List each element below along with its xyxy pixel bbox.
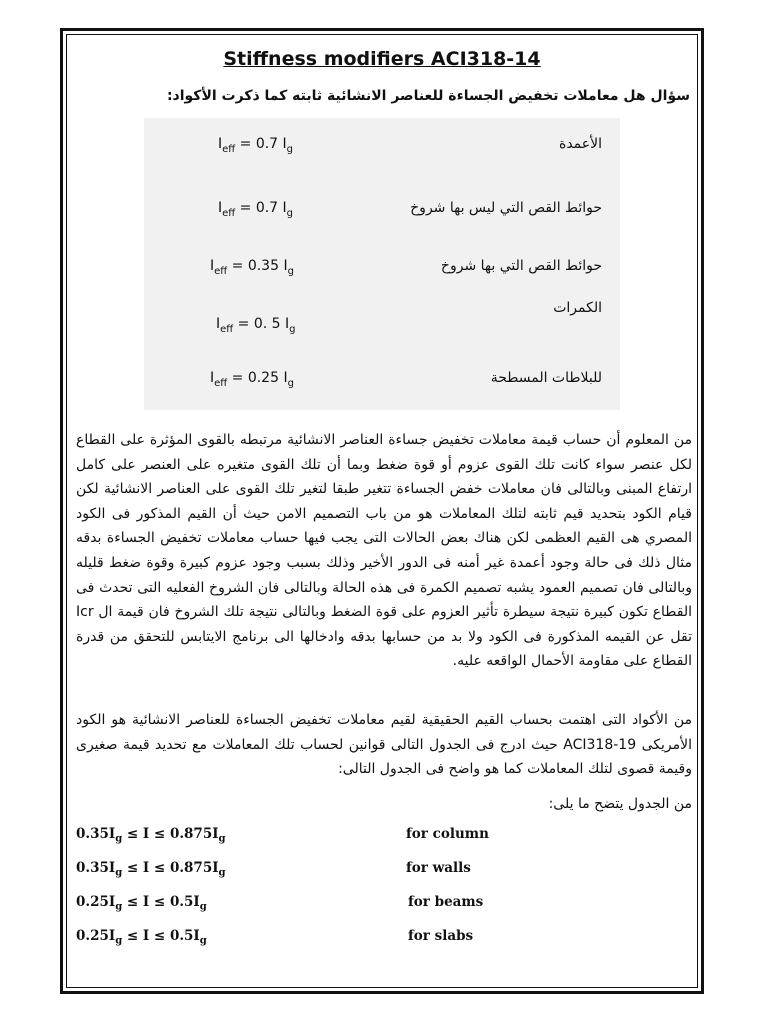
modifier-formula: $I_{eff} = 0.25$ $I_g$	[210, 370, 294, 389]
modifier-row-columns	[144, 136, 620, 160]
page-title: Stiffness modifiers ACI318-14	[223, 48, 541, 70]
paragraph-explanation: من المعلوم أن حساب قيمة معاملات تخفيض جساءة العناصر الانشائية مرتبطه بالقوى المؤثرة على القطاع لكل عنصر سواء كانت تلك القوى عزوم أو قوة ضغط وبما أن تلك القوى متغيره على العنصر على كامل ارتفاع المبنى وبالتالى فان معاملات خفض الجساءة تتغير طبقا لتغير تلك القوى على العناصر الانشائية لكن قيام الكود بتحديد قيم ثابته لتلك المعاملات هو من باب التصميم الامن حيث أن القيم المذكور فى الكود المصري هى القيم العظمى لكن هناك بعض الحالات التى يجب فيها حساب معاملات تخفيض الجساءة بدقه مثال ذلك فى حالة وجود أعمدة غير أمنه فى الدور الأخير وذلك بسبب وجود عزوم كبيرة وقوة ضغط قليله وبالتالى فان تصميم العمود يشبه تصميم الكمرة فى هذه الحالة وبالتالى فان الشروخ الفعليه التى تحدث فى القطاع تكون كبيرة نتيجة سيطرة تأثير العزوم على قوة الضغط وبالتالى نتيجة تلك الشروخ فان قيمة ال Icr تقل عن القيمه المذكورة فى الكود ولا بد من حسابها بدقه وادخالها الى برنامج الايتابس للتحقق من قدرة القطاع على مقاومة الأحمال الواقعه عليه.	[76, 432, 692, 670]
limit-formula-beams: $0.25I_g \le I \le 0.5I_g$	[76, 894, 207, 913]
modifier-formula: $I_{eff} = 0.7$ $I_g$	[218, 136, 294, 155]
modifier-label: للبلاطات المسطحة	[490, 370, 602, 386]
modifier-row-cracked-walls	[144, 258, 620, 282]
modifier-row-beams-formula	[144, 316, 620, 340]
modifier-label: الأعمدة	[558, 136, 602, 152]
modifier-label: حوائط القص التي بها شروخ	[440, 258, 602, 274]
limit-formula-column: $0.35I_g \le I \le 0.875I_g$	[76, 826, 226, 845]
modifier-formula: $I_{eff} = 0.7$ $I_g$	[218, 200, 294, 219]
limit-formula-walls: $0.35I_g \le I \le 0.875I_g$	[76, 860, 226, 879]
modifier-row-flat-slabs	[144, 370, 620, 394]
limit-label-column: for column	[406, 826, 489, 842]
question-heading: سؤال هل معاملات تخفيض الجساءة للعناصر الانشائية ثابته كما ذكرت الأكواد:	[166, 88, 690, 104]
modifier-label: الكمرات	[553, 300, 602, 316]
limit-label-slabs: for slabs	[408, 928, 474, 944]
limit-formula-slabs: $0.25I_g \le I \le 0.5I_g$	[76, 928, 207, 947]
modifier-row-uncracked-walls	[144, 200, 620, 224]
limit-label-beams: for beams	[408, 894, 484, 910]
modifier-formula: $I_{eff} = 0$. 5 $I_g$	[216, 316, 296, 335]
modifiers-table-image	[144, 118, 620, 410]
modifier-label: حوائط القص التي ليس بها شروخ	[410, 200, 602, 216]
limit-label-walls: for walls	[406, 860, 471, 876]
paragraph-table-intro: من الجدول يتضح ما يلى:	[548, 796, 692, 812]
modifier-formula: $I_{eff} = 0.35$ $I_g$	[210, 258, 294, 277]
paragraph-aci: من الأكواد التى اهتمت بحساب القيم الحقيقية لقيم معاملات تخفيض الجساءة للعناصر الانشائية هو الكود الأمريكى ACI318-19 حيث ادرج فى الجدول التالى قوانين لحساب تلك المعاملات مع تحديد قيمة صغيرى وقيمة قصوى لتلك المعاملات كما هو واضح فى الجدول التالى:	[76, 712, 692, 778]
